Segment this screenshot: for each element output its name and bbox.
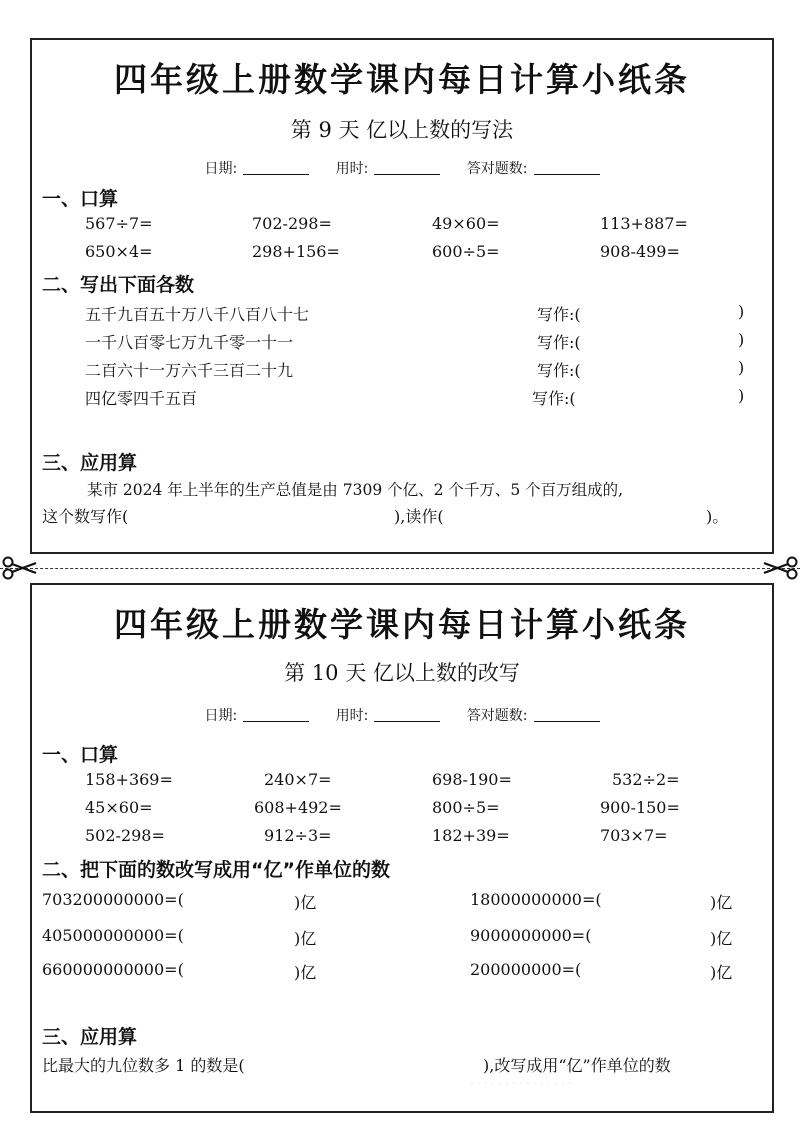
time-label: 用时: <box>335 708 369 724</box>
scissors-icon <box>2 556 38 580</box>
score-blank[interactable] <box>534 721 600 722</box>
unit-label: )亿 <box>710 893 733 912</box>
score-blank[interactable] <box>534 174 600 175</box>
watermark: · · · · · · · · · · · · · · · <box>470 1077 572 1090</box>
score-label: 答对题数: <box>466 708 528 724</box>
oral-problem: 298+156= <box>252 242 340 261</box>
time-label: 用时: <box>335 161 369 177</box>
oral-problem: 240×7= <box>264 770 332 789</box>
oral-problem: 608+492= <box>254 798 342 817</box>
write-label: 写作:( <box>537 305 581 324</box>
section-write-heading: 二、写出下面各数 <box>42 274 195 296</box>
close-paren: ) <box>738 302 745 321</box>
apply-text: 某市 2024 年上半年的生产总值是由 7309 个亿、2 个千万、5 个百万组成的, <box>87 481 624 499</box>
close-paren: ) <box>738 330 745 349</box>
apply-answer-a: 这个数写作( <box>42 507 129 526</box>
chinese-number: 四亿零四千五百 <box>85 389 198 408</box>
oral-problem: 800÷5= <box>432 798 500 817</box>
oral-problem: 703×7= <box>600 826 668 845</box>
chinese-number: 二百六十一万六千三百二十九 <box>85 361 294 380</box>
score-label: 答对题数: <box>466 161 528 177</box>
date-label: 日期: <box>204 708 238 724</box>
rewrite-item: 9000000000=( <box>470 926 592 945</box>
apply-text-a: 比最大的九位数多 1 的数是( <box>42 1056 245 1075</box>
oral-problem: 45×60= <box>85 798 153 817</box>
unit-label: )亿 <box>710 929 733 948</box>
card-subtitle: 第 9 天 亿以上数的写法 <box>290 118 514 142</box>
oral-problem: 502-298= <box>85 826 165 845</box>
oral-problem: 912÷3= <box>264 826 332 845</box>
worksheet-card-day9 <box>30 38 774 554</box>
oral-problem: 158+369= <box>85 770 173 789</box>
unit-label: )亿 <box>710 963 733 982</box>
meta-line <box>32 705 772 725</box>
oral-problem: 567÷7= <box>85 214 153 233</box>
oral-problem: 532÷2= <box>612 770 680 789</box>
time-blank[interactable] <box>374 174 440 175</box>
oral-problem: 600÷5= <box>432 242 500 261</box>
apply-answer-b: ),读作( <box>394 507 444 526</box>
write-label: 写作:( <box>537 361 581 380</box>
card-title: 四年级上册数学课内每日计算小纸条 <box>114 60 690 99</box>
date-label: 日期: <box>204 161 238 177</box>
oral-problem: 908-499= <box>600 242 680 261</box>
chinese-number: 五千九百五十万八千八百八十七 <box>85 305 310 324</box>
section-apply-heading: 三、应用算 <box>42 1026 138 1048</box>
section-oral-heading: 一、口算 <box>42 744 119 766</box>
rewrite-item: 200000000=( <box>470 960 582 979</box>
unit-label: )亿 <box>294 929 317 948</box>
oral-problem: 650×4= <box>85 242 153 261</box>
rewrite-item: 405000000000=( <box>42 926 184 945</box>
scissors-icon <box>762 556 798 580</box>
oral-problem: 182+39= <box>432 826 510 845</box>
unit-label: )亿 <box>294 963 317 982</box>
oral-problem: 698-190= <box>432 770 512 789</box>
card-title: 四年级上册数学课内每日计算小纸条 <box>114 605 690 644</box>
close-paren: ) <box>738 386 745 405</box>
section-oral-heading: 一、口算 <box>42 188 119 210</box>
rewrite-item: 18000000000=( <box>470 890 602 909</box>
apply-answer-c: )。 <box>706 507 729 526</box>
chinese-number: 一千八百零七万九千零一十一 <box>85 333 294 352</box>
oral-problem: 702-298= <box>252 214 332 233</box>
section-apply-heading: 三、应用算 <box>42 452 138 474</box>
worksheet-card-day10 <box>30 583 774 1113</box>
card-subtitle: 第 10 天 亿以上数的改写 <box>284 661 520 685</box>
rewrite-item: 660000000000=( <box>42 960 184 979</box>
write-label: 写作:( <box>532 389 576 408</box>
oral-problem: 49×60= <box>432 214 500 233</box>
section-rewrite-heading: 二、把下面的数改写成用“亿”作单位的数 <box>42 859 390 881</box>
close-paren: ) <box>738 358 745 377</box>
time-blank[interactable] <box>374 721 440 722</box>
date-blank[interactable] <box>243 721 309 722</box>
oral-problem: 900-150= <box>600 798 680 817</box>
write-label: 写作:( <box>537 333 581 352</box>
cut-line <box>0 568 800 569</box>
rewrite-item: 703200000000=( <box>42 890 184 909</box>
unit-label: )亿 <box>294 893 317 912</box>
apply-text-b: ),改写成用“亿”作单位的数 <box>483 1056 671 1075</box>
oral-problem: 113+887= <box>600 214 688 233</box>
meta-line <box>32 158 772 178</box>
date-blank[interactable] <box>243 174 309 175</box>
